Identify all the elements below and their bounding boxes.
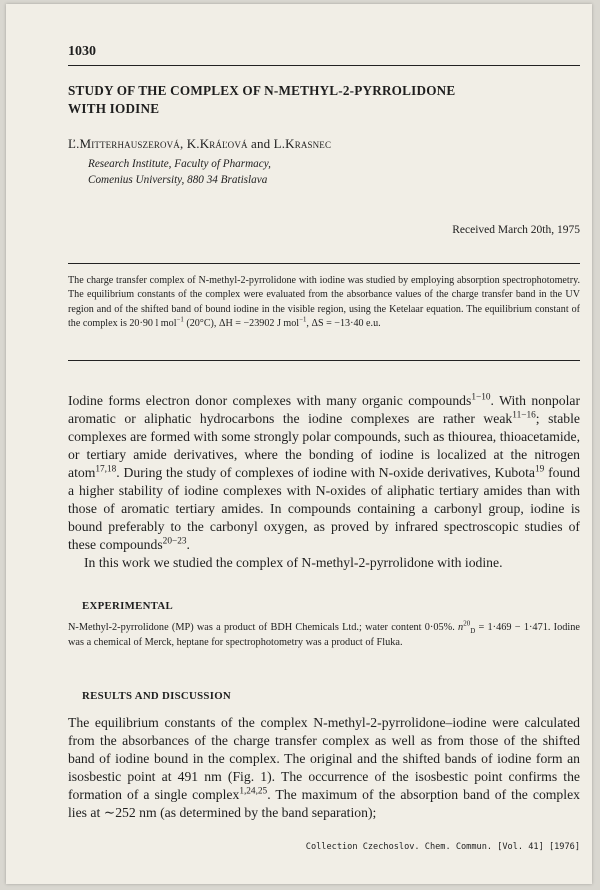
results-heading: RESULTS AND DISCUSSION — [82, 690, 232, 702]
intro-text: . With nonpolar aromatic or aliphatic hydrocarbons the iodine complexes are rather weak — [68, 393, 581, 426]
author-3: L.Krasnec — [273, 136, 332, 151]
intro-text: found a higher stability of iodine complexes with N-oxides of aliphatic tertiary amides than with those of aromatic tertiary amides. In compounds containing a carbonyl group, iodine is bound preferably to the carbonyl oxygen, as proved by infrared spectroscopic studies of these compounds — [68, 465, 580, 552]
results-text-2: . The maximum of the absorption band of the complex lies at ∼252 nm (as determined by the band separation); — [68, 787, 580, 820]
unit-exponent: −1 — [176, 316, 184, 324]
experimental-text-1: N-Methyl-2-pyrrolidone (MP) was a product of BDH Chemicals Ltd.; water content 0·05%. — [68, 622, 459, 633]
intro-text: Iodine forms electron donor complexes with many organic compounds — [68, 393, 472, 408]
abstract-text-3: , ΔS = −13·40 e.u. — [306, 317, 381, 329]
affiliation — [88, 156, 271, 188]
results-text-1: The equilibrium constants of the complex N-methyl-2-pyrrolidone–iodine were calculated from the absorbances of the charge transfer complex as well as from those of the shifted band of iodine bound in the complex. The original and the shifted bands of iodine form an isosbestic point at 491 nm (Fig. 1). The occurrence of the isosbestic point confirms the formation of a single complex — [68, 715, 580, 802]
citation-ref: 1,24,25 — [239, 786, 268, 797]
received-date: Received March 20th, 1975 — [452, 224, 580, 236]
refractive-index-symbol: n — [458, 622, 464, 633]
results-text — [68, 714, 580, 822]
citation-ref: 20−23 — [162, 536, 187, 547]
journal-footer: Collection Czechoslov. Chem. Commun. [Vol. 41] [1976] — [305, 842, 580, 852]
refractive-index-temp: 20 — [463, 619, 471, 628]
intro-paragraph-2: In this work we studied the complex of N-methyl-2-pyrrolidone with iodine. — [84, 555, 503, 570]
affiliation-line-2: Comenius University, 880 34 Bratislava — [88, 174, 268, 186]
citation-ref: 11−16 — [512, 410, 536, 421]
intro-text: . During the study of complexes of iodine with N-oxide derivatives, Kubota — [116, 465, 535, 480]
citation-ref: 1−10 — [471, 392, 491, 403]
header-rule — [68, 65, 580, 66]
intro-text: . — [186, 537, 190, 552]
title-line-1: STUDY OF THE COMPLEX OF N-METHYL-2-PYRROLIDONE — [68, 83, 456, 98]
author-conjunction: and — [251, 136, 271, 151]
citation-ref: 19 — [534, 464, 545, 475]
experimental-text-2: = 1·469 − 1·471. Iodine was a chemical of Merck, heptane for spectrophotometry was a product of Fluka. — [68, 622, 580, 648]
author-list — [68, 136, 331, 152]
affiliation-line-1: Research Institute, Faculty of Pharmacy, — [88, 158, 271, 170]
article-title — [68, 82, 588, 118]
abstract-bottom-rule — [68, 360, 580, 361]
citation-ref: 17,18 — [95, 464, 117, 475]
author-2: K.Kráľová — [186, 136, 248, 151]
journal-page — [6, 4, 592, 884]
title-line-2: WITH IODINE — [68, 101, 160, 116]
refractive-index-line: D — [470, 627, 476, 636]
page-number: 1030 — [68, 44, 96, 59]
intro-text: ; stable complexes are formed with some strongly polar compounds, such as thiourea, thioacetamide, or tertiary amide derivatives, where the bonding of iodine is localized at the nitrogen atom — [68, 411, 580, 480]
experimental-text — [68, 621, 580, 650]
introduction — [68, 392, 580, 572]
author-1: Ľ.Mitterhauszerová, — [68, 136, 184, 151]
unit-exponent: −1 — [299, 316, 307, 324]
abstract — [68, 274, 580, 331]
experimental-heading: EXPERIMENTAL — [82, 600, 173, 612]
abstract-top-rule — [68, 263, 580, 264]
abstract-text-2: (20°C), ΔH = −23902 J mol — [183, 317, 300, 329]
abstract-text-1: The charge transfer complex of N-methyl-2-pyrrolidone with iodine was studied by employing absorption spectrophotometry. The equilibrium constants of the complex were evaluated from the absorbance values of the charge transfer band in the UV region and of the shifted band of bound iodine in the visible region, using the Ketelaar equation. The equilibrium constant of the complex is 20·90 l mol — [68, 275, 580, 329]
